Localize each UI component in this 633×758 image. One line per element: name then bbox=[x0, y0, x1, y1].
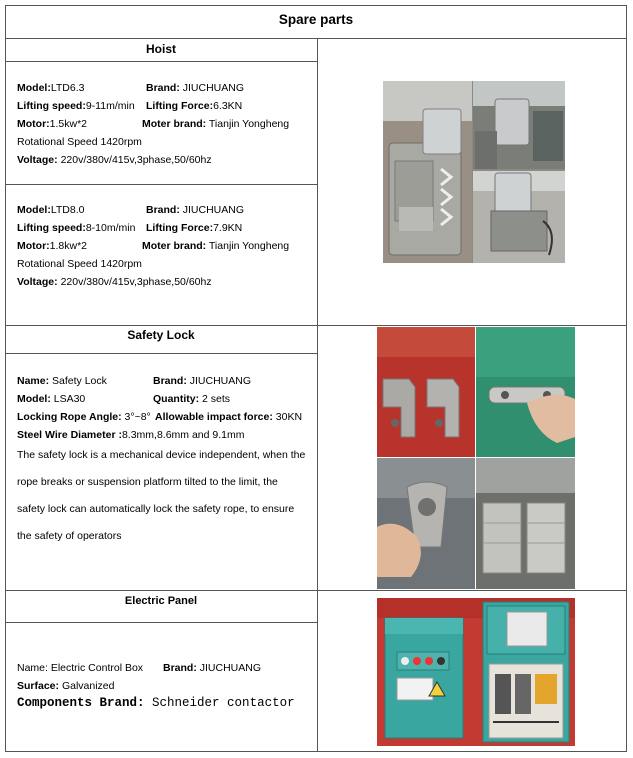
safety-lock-heading: Safety Lock bbox=[127, 328, 195, 342]
divider bbox=[5, 38, 627, 39]
hoist-spec-ltd80: Model:LTD8.0 Brand: JIUCHUANG Lifting speed:8-10m/min Lifting Force:7.9KN Motor:1.8kw*2 Moter brand: Tianjin Yongheng Rotational Speed 1420rpm Voltage: 220v/380v/415v,3phase,50/60hz bbox=[17, 204, 290, 288]
safety-lock-description: The safety lock is a mechanical device independent, when the rope breaks or suspension platform tilted to the limit, the safety lock can automatically lock the safety rope, to ensure the safety of operators bbox=[17, 449, 306, 542]
hoist-spec-ltd63: Model:LTD6.3 Brand: JIUCHUANG Lifting speed:9-11m/min Lifting Force:6.3KN Motor:1.5kw*2 Moter brand: Tianjin Yongheng Rotational Speed 1420rpm Voltage: 220v/380v/415v,3phase,50/60hz bbox=[17, 82, 290, 166]
electric-panel-spec: Name: Electric Control Box Brand: JIUCHUANG Surface: Galvanized Components Brand: Schneider contactor bbox=[17, 662, 295, 710]
hoist-photo bbox=[383, 81, 565, 263]
hoist-heading: Hoist bbox=[146, 42, 176, 56]
divider bbox=[5, 325, 627, 326]
divider bbox=[5, 590, 627, 591]
safety-lock-photo bbox=[377, 327, 575, 589]
electric-panel-heading: Electric Panel bbox=[124, 595, 198, 607]
divider bbox=[317, 38, 318, 752]
electric-panel-photo bbox=[377, 598, 575, 746]
safety-lock-spec: Name: Safety Lock Brand: JIUCHUANG Model: LSA30 Quantity: 2 sets Locking Rope Angle: 3°~8° Allowable impact force: 30KN Steel Wire Diameter :8.3mm,8.6mm and 9.1mm The safety lock is a mechanical device independent, when the rope breaks or suspension platform tilted to the limit, the safety lock can automatically lock the safety rope, to ensure the safety of operators bbox=[5, 354, 317, 590]
page-title: Spare parts bbox=[278, 12, 354, 27]
